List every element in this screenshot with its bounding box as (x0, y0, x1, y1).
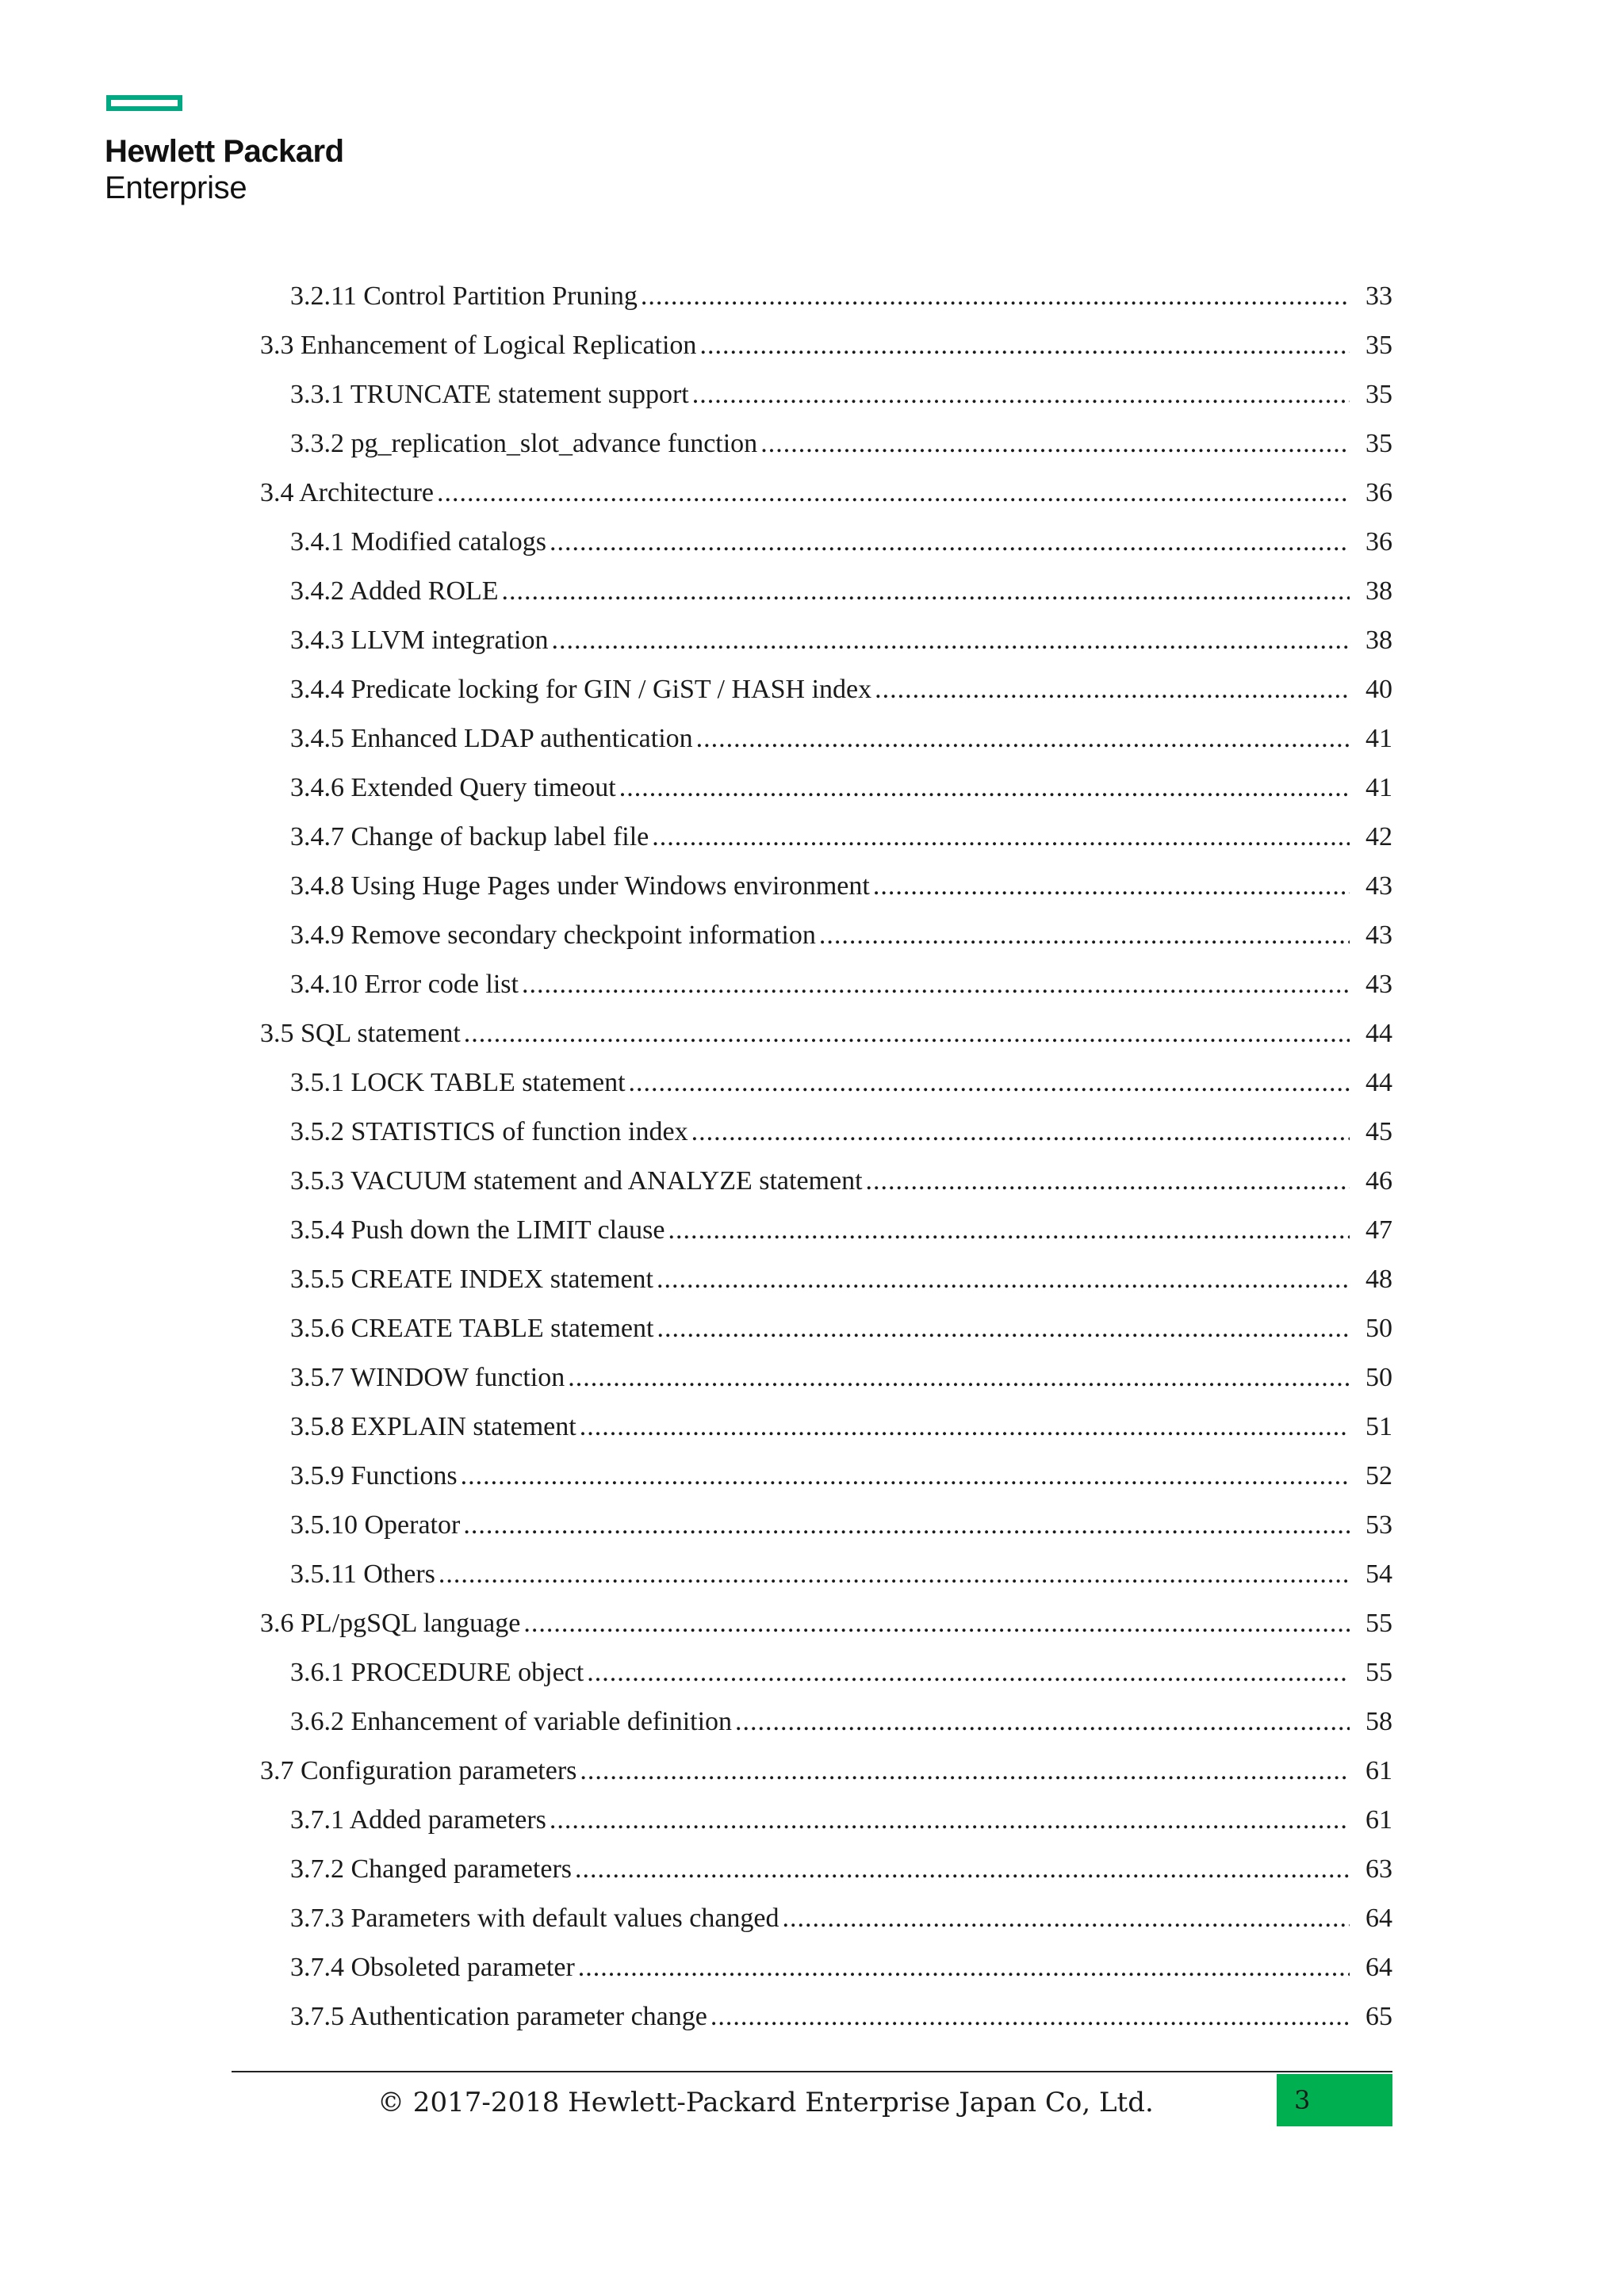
toc-entry[interactable] (260, 866, 1392, 915)
toc-entry-page: 48 (1365, 1265, 1392, 1294)
toc-entry-page: 54 (1365, 1559, 1392, 1589)
toc-entry-title: 3.5.5 CREATE INDEX statement (290, 1265, 653, 1294)
toc-entry[interactable] (260, 1406, 1392, 1456)
toc-entry-title: 3.7.5 Authentication parameter change (290, 2002, 707, 2031)
toc-entry[interactable] (260, 374, 1392, 423)
toc-entry[interactable] (260, 1800, 1392, 1849)
toc-dot-leader (587, 1652, 1350, 1693)
toc-dot-leader (522, 964, 1350, 1005)
toc-dot-leader (760, 423, 1350, 465)
toc-dot-leader (550, 1800, 1350, 1841)
toc-entry[interactable] (260, 964, 1392, 1013)
toc-entry-page: 42 (1365, 822, 1392, 851)
toc-entry-page: 41 (1365, 773, 1392, 802)
toc-entry[interactable] (260, 571, 1392, 620)
toc-entry[interactable] (260, 1505, 1392, 1554)
toc-dot-leader (875, 669, 1350, 710)
toc-entry-title: 3.6 PL/pgSQL language (260, 1609, 521, 1638)
hpe-logo-mark-icon (106, 95, 182, 111)
toc-entry[interactable] (260, 423, 1392, 473)
toc-entry-page: 38 (1365, 626, 1392, 655)
toc-dot-leader (619, 767, 1350, 809)
footer-divider (232, 2071, 1392, 2072)
toc-entry-page: 43 (1365, 871, 1392, 901)
toc-entry-page: 35 (1365, 331, 1392, 360)
toc-dot-leader (710, 1996, 1350, 2038)
toc-dot-leader (578, 1947, 1350, 1988)
toc-entry-title: 3.3.1 TRUNCATE statement support (290, 380, 689, 409)
toc-entry-title: 3.2.11 Control Partition Pruning (290, 281, 638, 311)
toc-entry-page: 50 (1365, 1363, 1392, 1392)
toc-entry-title: 3.5.3 VACUUM statement and ANALYZE statement (290, 1166, 863, 1196)
toc-entry-page: 63 (1365, 1854, 1392, 1884)
toc-entry[interactable] (260, 473, 1392, 522)
toc-entry-title: 3.7.2 Changed parameters (290, 1854, 572, 1884)
toc-dot-leader (819, 915, 1350, 956)
toc-entry[interactable] (260, 767, 1392, 817)
toc-entry[interactable] (260, 915, 1392, 964)
toc-entry[interactable] (260, 1161, 1392, 1210)
toc-entry-page: 33 (1365, 281, 1392, 311)
toc-entry-title: 3.4 Architecture (260, 478, 435, 507)
toc-entry-page: 51 (1365, 1412, 1392, 1441)
toc-dot-leader (699, 325, 1350, 366)
toc-entry[interactable] (260, 1210, 1392, 1259)
toc-entry[interactable] (260, 1603, 1392, 1652)
toc-entry-page: 65 (1365, 2002, 1392, 2031)
toc-dot-leader (657, 1308, 1350, 1349)
toc-entry-page: 46 (1365, 1166, 1392, 1196)
toc-dot-leader (873, 866, 1350, 907)
toc-entry[interactable] (260, 620, 1392, 669)
toc-entry-page: 41 (1365, 724, 1392, 753)
toc-entry-title: 3.3 Enhancement of Logical Replication (260, 331, 697, 360)
toc-dot-leader (464, 1013, 1350, 1054)
toc-entry-title: 3.5.8 EXPLAIN statement (290, 1412, 576, 1441)
toc-entry[interactable] (260, 1456, 1392, 1505)
toc-entry[interactable] (260, 1849, 1392, 1898)
toc-dot-leader (691, 1112, 1350, 1153)
toc-entry[interactable] (260, 1652, 1392, 1701)
toc-entry-title: 3.4.6 Extended Query timeout (290, 773, 616, 802)
toc-entry-title: 3.7.1 Added parameters (290, 1805, 546, 1835)
toc-entry-title: 3.7.3 Parameters with default values changed (290, 1904, 779, 1933)
toc-entry-page: 61 (1365, 1805, 1392, 1835)
toc-entry[interactable] (260, 1062, 1392, 1112)
toc-dot-leader (668, 1210, 1350, 1251)
toc-dot-leader (652, 817, 1350, 858)
toc-entry-page: 45 (1365, 1117, 1392, 1146)
toc-entry[interactable] (260, 325, 1392, 374)
toc-entry-page: 61 (1365, 1756, 1392, 1785)
toc-entry-title: 3.5 SQL statement (260, 1019, 461, 1048)
toc-entry[interactable] (260, 276, 1392, 325)
toc-dot-leader (461, 1456, 1350, 1497)
toc-dot-leader (550, 522, 1350, 563)
toc-entry[interactable] (260, 817, 1392, 866)
toc-entry-page: 52 (1365, 1461, 1392, 1490)
logo-brand-line2: Enterprise (105, 170, 247, 205)
toc-entry-page: 43 (1365, 970, 1392, 999)
toc-entry-title: 3.4.7 Change of backup label file (290, 822, 649, 851)
toc-entry-page: 40 (1365, 675, 1392, 704)
toc-entry[interactable] (260, 1898, 1392, 1947)
footer-copyright: © 2017-2018 Hewlett-Packard Enterprise Japan Co, Ltd. (377, 2087, 1154, 2118)
toc-dot-leader (439, 1554, 1350, 1595)
toc-dot-leader (568, 1357, 1350, 1399)
toc-entry[interactable] (260, 1554, 1392, 1603)
toc-entry-page: 58 (1365, 1707, 1392, 1736)
toc-entry-title: 3.6.1 PROCEDURE object (290, 1658, 584, 1687)
toc-entry-page: 44 (1365, 1019, 1392, 1048)
toc-entry-title: 3.5.6 CREATE TABLE statement (290, 1314, 654, 1343)
toc-entry-title: 3.4.8 Using Huge Pages under Windows environment (290, 871, 870, 901)
toc-dot-leader (552, 620, 1350, 661)
toc-entry-page: 50 (1365, 1314, 1392, 1343)
toc-dot-leader (696, 718, 1350, 760)
toc-entry-page: 38 (1365, 576, 1392, 606)
toc-entry-title: 3.4.4 Predicate locking for GIN / GiST / HASH index (290, 675, 872, 704)
toc-entry[interactable] (260, 1357, 1392, 1406)
toc-entry-title: 3.5.1 LOCK TABLE statement (290, 1068, 626, 1097)
logo-brand-line1: Hewlett Packard (105, 134, 344, 169)
toc-entry-page: 35 (1365, 380, 1392, 409)
toc-dot-leader (502, 571, 1350, 612)
toc-entry-page: 53 (1365, 1510, 1392, 1540)
toc-entry-title: 3.5.2 STATISTICS of function index (290, 1117, 688, 1146)
toc-dot-leader (437, 473, 1350, 514)
toc-entry[interactable] (260, 1112, 1392, 1161)
toc-dot-leader (783, 1898, 1350, 1939)
toc-entry-page: 64 (1365, 1904, 1392, 1933)
toc-entry[interactable] (260, 1947, 1392, 1996)
toc-entry-title: 3.4.3 LLVM integration (290, 626, 549, 655)
page-number-badge: 3 (1277, 2074, 1392, 2126)
toc-dot-leader (641, 276, 1350, 317)
toc-entry-title: 3.5.10 Operator (290, 1510, 461, 1540)
toc-dot-leader (866, 1161, 1350, 1202)
toc-entry-page: 47 (1365, 1215, 1392, 1245)
toc-entry-page: 36 (1365, 478, 1392, 507)
toc-dot-leader (575, 1849, 1350, 1890)
toc-entry[interactable] (260, 1751, 1392, 1800)
toc-entry-page: 64 (1365, 1953, 1392, 1982)
toc-dot-leader (735, 1701, 1350, 1743)
toc-entry[interactable] (260, 718, 1392, 767)
toc-entry-title: 3.5.9 Functions (290, 1461, 458, 1490)
toc-entry-title: 3.3.2 pg_replication_slot_advance function (290, 429, 758, 458)
toc-entry-title: 3.7 Configuration parameters (260, 1756, 577, 1785)
toc-entry[interactable] (260, 522, 1392, 571)
toc-entry-title: 3.5.7 WINDOW function (290, 1363, 565, 1392)
toc-entry[interactable] (260, 1308, 1392, 1357)
toc-entry-page: 44 (1365, 1068, 1392, 1097)
toc-entry-title: 3.4.1 Modified catalogs (290, 527, 546, 557)
toc-dot-leader (580, 1406, 1350, 1448)
toc-entry-title: 3.6.2 Enhancement of variable definition (290, 1707, 733, 1736)
toc-dot-leader (692, 374, 1350, 415)
toc-entry-page: 43 (1365, 920, 1392, 950)
toc-dot-leader (580, 1751, 1350, 1792)
toc-entry-page: 55 (1365, 1658, 1392, 1687)
table-of-contents (260, 276, 1392, 2045)
toc-entry[interactable] (260, 1996, 1392, 2045)
toc-entry[interactable] (260, 669, 1392, 718)
toc-dot-leader (629, 1062, 1350, 1104)
toc-entry-title: 3.4.5 Enhanced LDAP authentication (290, 724, 693, 753)
toc-entry-page: 36 (1365, 527, 1392, 557)
toc-entry[interactable] (260, 1701, 1392, 1751)
toc-entry-title: 3.5.4 Push down the LIMIT clause (290, 1215, 665, 1245)
toc-entry-title: 3.4.10 Error code list (290, 970, 519, 999)
toc-dot-leader (523, 1603, 1350, 1644)
toc-entry[interactable] (260, 1013, 1392, 1062)
toc-entry-title: 3.4.2 Added ROLE (290, 576, 499, 606)
hpe-logo (105, 95, 358, 206)
toc-dot-leader (657, 1259, 1350, 1300)
toc-entry-page: 55 (1365, 1609, 1392, 1638)
toc-dot-leader (463, 1505, 1350, 1546)
toc-entry-title: 3.4.9 Remove secondary checkpoint information (290, 920, 816, 950)
toc-entry-page: 35 (1365, 429, 1392, 458)
toc-entry[interactable] (260, 1259, 1392, 1308)
toc-entry-title: 3.7.4 Obsoleted parameter (290, 1953, 575, 1982)
toc-entry-title: 3.5.11 Others (290, 1559, 435, 1589)
